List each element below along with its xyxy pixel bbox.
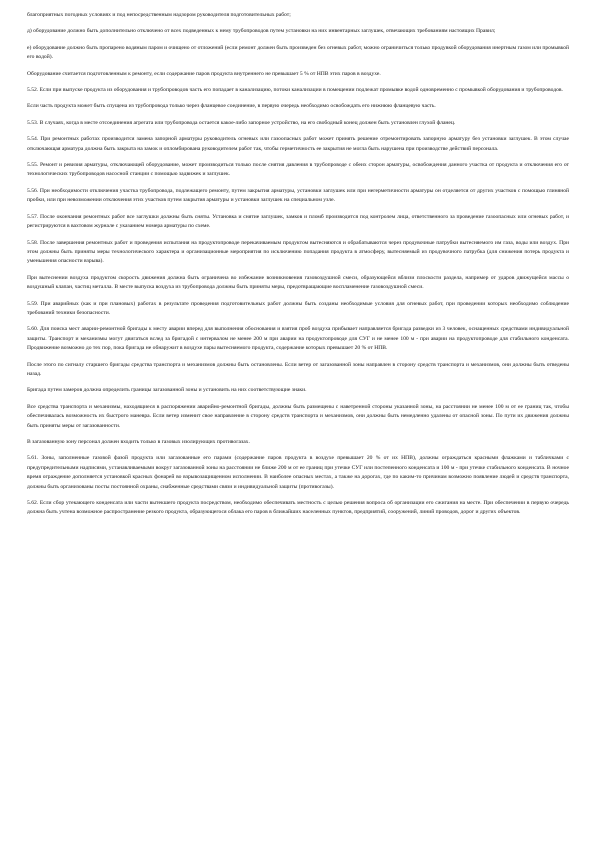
paragraph-19: В загазованную зону персонал должен входить только в газовых изолирующих противогазах. (27, 439, 250, 445)
paragraph-3: е) оборудование должно быть пропарено водяным паром и очищено от отложений (если ремонт должен быть произведен без огневых работ, можно ограничиться только продувкой оборудования инертным газом или промывкой его водой). (27, 44, 569, 61)
paragraph-5-60: 5.60. Для поиска мест аварии-ремонтной бригады к месту аварии вперед для выполнения обоснования и взятия проб воздуха прибывает направляется бригада разведки из 3 человек, оснащенных средствами индивидуальной защиты. Транспорт и механизмы могут двигаться вслед за бригадой с интервалом не менее 200 м при аварии на продуктопроводе для СУГ и не менее 100 м - при аварии на продуктопроводе для стабильного конденсата. Продвижение возможно до тех пор, пока бригада не обнаружит в воздухе пары вытесняемого продукта, содержание которых превышает 20 % от НПВ. (27, 326, 569, 352)
paragraph-5-57: 5.57. После окончания ремонтных работ все заглушки должны быть сняты. Установка и снятие заглушек, замков и пломб производится под контролем лица, ответственного за проведение газоопасных или огневых работ, и регистрируются в вахтовом журнале с указанием номера арматуры по схеме. (27, 213, 569, 230)
paragraph-5-52: 5.52. Если при выпуске продукта из оборудования и трубопроводов часть его попадает в канализацию, потоки канализации в помещении подлежат промывке водой одновременно с промывкой оборудования и трубопроводов. (27, 87, 563, 94)
paragraph-5-54: 5.54. При ремонтных работах производится замена запорной арматуры руководитель огневых или газоопасных работ может принять решение отремонтировать запорную арматуру без установки заглушек. В этом случае отключающая арматура должна быть закрыта на замок и опломбирована руководителем работ так, чтобы герметичность ее закрытия не могла быть нарушена при производстве действий персонала. (27, 136, 569, 152)
paragraph-5-61: 5.61. Зоны, заполненные газовой фазой продукта или загазованные его парами (содержание паров продукта в воздухе превышает 20 % от их НПВ), должны ограждаться красными флажками и табличками с предупредительными надписями, устанавливаемыми вокруг загазованной зоны на расстоянии не ближе 200 м от ее границ при утечке СУГ или постепенного конденсата и 100 м - при утечке стабильного конденсата. В ночное время ограждение дополняется установкой красных фонарей во взрывозащищенном исполнении. В наиболее опасных местах, а также на дорогах, где по каким-то причинам возможно появление людей и средств транспорта, должны быть организованы посты постоянной охраны, снабженные средствами связи и индивидуальной защиты (противогазы). (27, 455, 569, 490)
paragraph-17: Бригада путем замеров должна определить границы загазованной зоны и установить на них соответствующие знаки. (27, 387, 307, 394)
paragraph-5-62: 5.62. Если сбор утекающего конденсата или части вытекшего продукта посредством, необходимо обеспечивать местность с целью решения вопроса об организации его сжигания на месте. При обеспечении в первую очередь должна быть учтена возможное распространение резкого продукта, образующегося облака его паров в ближайших населенных пунктов, предприятий, сооружений, линий проводов, дорог и других объектов. (27, 500, 569, 516)
paragraph-5-53: 5.53. В случаях, когда в месте отсоединения агрегата или трубопровода остается какое-либо запорное устройство, на его свободный конец должен быть установлен глухой фланец. (27, 119, 456, 126)
paragraph-5-59: 5.59. При аварийных (как и при плановых) работах в результате проведения подготовительных работ должны быть созданы необходимые условия для огневых работ, при проведении которых необходимо соблюдение требований техники безопасности. (27, 300, 569, 316)
paragraph-5-56: 5.56. При необходимости отключения участка трубопровода, подлежащего ремонту, путем закрытия арматуры, установки заглушек или при негерметичности арматуры он отделяется от других участков с помощью глиняной пробки, или при невозможении отключения этих участков путем закрытия арматуры и установки заглушек на специальном узле. (27, 187, 569, 204)
paragraph-13: При вытеснении воздуха продуктом скорость движения должна быть ограничена во избежание возникновения газовоздушной смеси, образующейся вблизи плоскости раздела, например от ударов движущейся массы о воздушный клапан, частиц металла. В месте выпуска воздуха из трубопровода должны быть приняты меры, предотвращающие воспламенение газовоздушной смеси. (27, 274, 569, 291)
paragraph-1: благоприятных погодных условиях и под непосредственным надзором руководителя подготовительных работ; (27, 12, 291, 18)
paragraph-2: д) оборудование должно быть дополнительно отключено от всех подведенных к нему трубопроводов путем установки на них инвентарных заглушек, отвечающих требованиям настоящих Правил; (27, 28, 496, 35)
paragraph-6: Если часть продукта может быть спущена из трубопровода только через фланцевое соединение, в первую очередь необходимо освобождать его нижнюю фланцевую часть. (27, 103, 436, 110)
paragraph-16: После этого по сигналу старшего бригады средства транспорта и механизмов должны быть остановлены. Если ветер от загазованной зоны направлен в сторону средств транспорта и механизмов, они должны быть отведены назад. (27, 361, 569, 377)
paragraph-4: Оборудование считается подготовленным к ремонту, если содержание паров продукта внутреннего не превышает 5 % от НПВ этих паров в воздухе. (27, 70, 381, 77)
paragraph-18: Все средства транспорта и механизмы, находящиеся в распоряжении аварийно-ремонтной бригады, должны быть размещены с наветренной стороны указанной зоны, на расстоянии не менее 100 м от ее границ так, чтобы обеспечивалась возможность их быстрого маневра. Если ветер изменит свое направление в сторону средств транспорта и механизмов, они должны быть немедленно удалены от опасной зоны. По пути их движения должны быть приняты меры от загазованности. (27, 403, 569, 429)
paragraph-5-58: 5.58. После завершения ремонтных работ и проведения испытания на продуктопроводе перекачиваемым продуктом вытесняются и обрабатываются через продувочные патрубки вытесняемого им газа, воды или воздух. При этом должны быть приняты меры технологического характера и организационные мероприятия по исключению попадания продукта в атмосферу, вытесняемый из продувочного патрубка (для снижения потерь продукта и уменьшения опасности взрыва). (27, 239, 569, 265)
paragraph-5-55: 5.55. Ремонт и ревизия арматуры, отключающей оборудование, может производиться только после снятия давления в трубопроводе с обеих сторон арматуры, освобождения данного участка от продукта и отключения его от технологических трубопроводов насосной станции с помощью задвижек и заглушек. (27, 162, 569, 178)
